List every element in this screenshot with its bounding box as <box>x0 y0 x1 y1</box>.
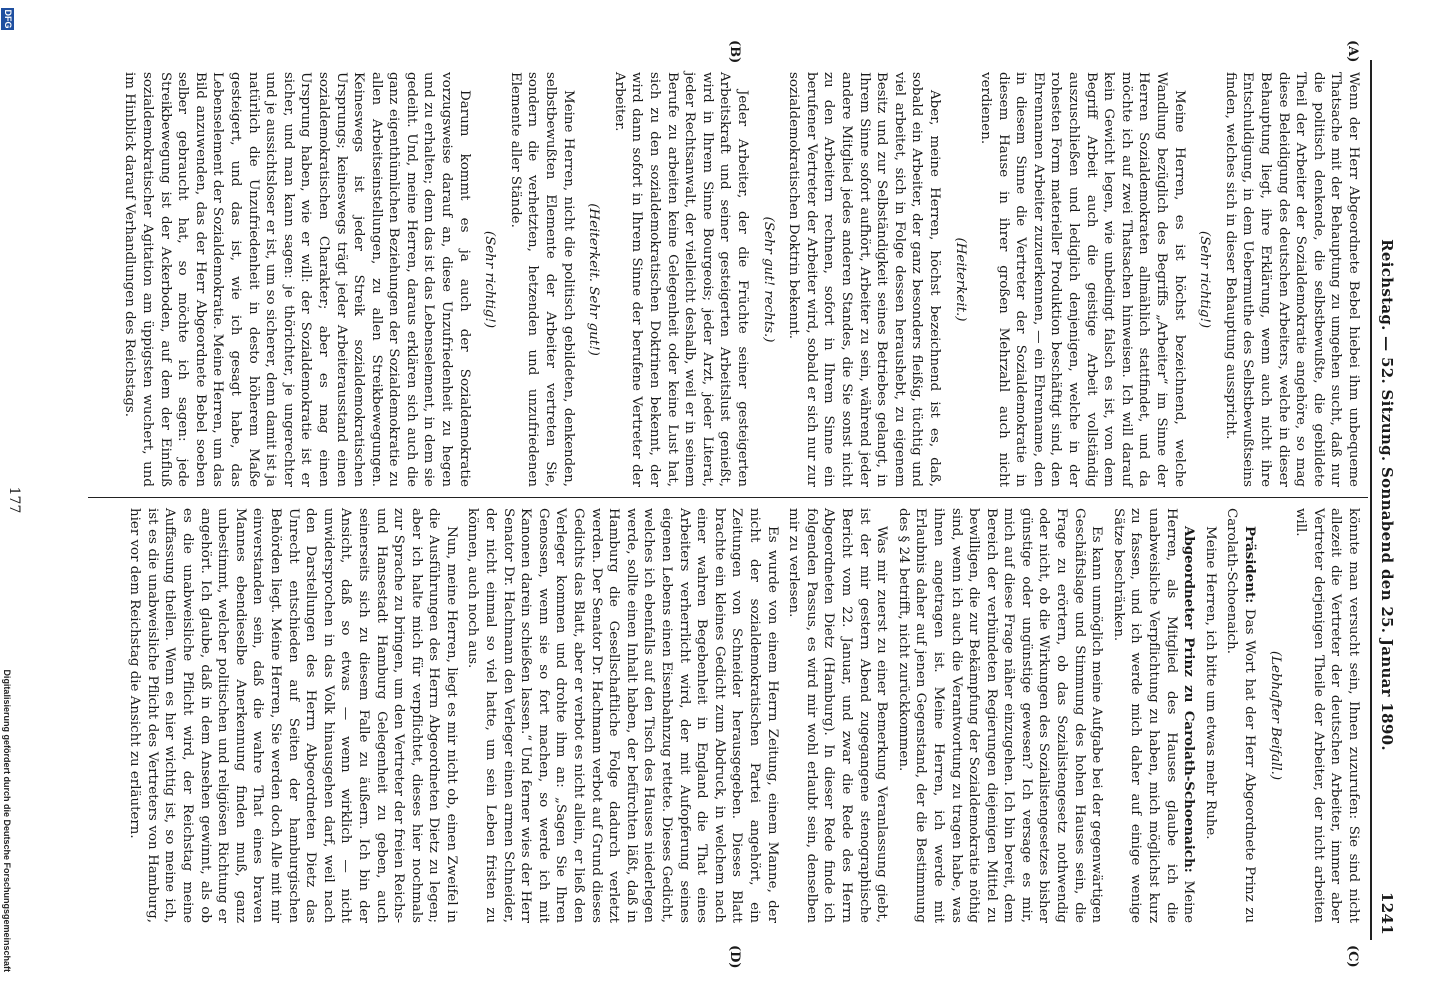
interjection: (Lebhafter Beifall.) <box>1267 650 1283 781</box>
margin-label-b: (B) <box>727 40 742 64</box>
interjection: (Sehr richtig!) <box>482 230 498 329</box>
paragraph: Es kann unmöglich meine Aufgabe bei der gegenwärtigen Geschäftslage und Stimmung des hohen Hauses sein, die Frage zu erörtern, ob das Sozialistengesetz nothwendig oder nicht, ob die Wirkungen des Sozialistengesetzes bisher günstige oder ungünstige gewesen? Ich versage es mir, mich auf diese Frage näher einzugehen. Ich bin bereit, dem Bereich der verbündeten Regierungen diejenigen Mittel zu bewilligen, die zur Bekämpfung der Sozialdemokratie nöthig sind, wenn ich auch die Verantwortung zu tragen habe, was ihnen angetragen ist. Meine Herren, ich werde mit Erlaubnis daher auf jenen Gegenstand, der die Bestimmung des § 24 betrifft, nicht zurückkommen. <box>895 508 1105 923</box>
interjection: (Heiterkeit.) <box>952 237 968 322</box>
paragraph: Meine Herren, ich bitte um etwas mehr Ruhe. <box>1202 526 1218 840</box>
paragraph: Aber, meine Herren, höchst bezeichnend ist es, daß, sobald ein Arbeiter, der ganz besonders fleißig, tüchtig und viel arbeitet, sich in Folge dessen heraushebt, zu eigenem Besitz und zur Selbständigkeit seines Betriebes gelangt, in Ihrem Sinne sofort aufhört, Arbeiter zu sein, während jeder andere Mitglied jedes anderen Standes, die Sie sonst nicht zu den Arbeitern rechnen, sofort in Ihrem Sinne ein berufener Vertreter der Arbeiter wird, sobald er sich nur zur sozialdemokratischen Doktrin bekennt. <box>786 72 942 487</box>
paragraph: Meine Herren, nicht die politisch gebildeten, denkenden, selbstbewußten Elemente der Arbeiter vertreten Sie, sondern die verhetzten, hetzenden und unzufriedenen Elemente aller Stände. <box>507 72 576 487</box>
interjection: (Sehr richtig!) <box>1197 230 1213 329</box>
speech-text: Das Wort hat der Herr Abgeordnete Prinz zu Carolath-Schoenaich. <box>1224 508 1258 923</box>
paragraph: Wenn der Herr Abgeordnete Bebel hiebei ihm unbequeme Thatsache mit der Behauptung zu umgehen sucht, daß nur die politisch denkende, die selbstbewußte, die gebildete Theil der Arbeiter der Sozialdemokratie angehöre, so mag diese Beleidigung des deutschen Arbeiters, welche in dieser Behauptung liegt, ihre Erklärung, wenn auch nicht ihre Entschuldigung, in dem Uebermuthe des Selbstbewußtseins finden, welches sich in dieser Behauptung ausspricht. <box>1222 72 1361 487</box>
digitization-footer <box>0 0 12 1000</box>
footer-text: Digitalisierung gefördert durch die Deutsche Forschungsgemeinschaft <box>2 669 12 972</box>
left-column <box>117 72 1362 487</box>
margin-label-c: (C) <box>1345 945 1360 968</box>
paragraph: Jeder Arbeiter, der die Früchte seiner gesteigerten Arbeitskraft und seiner gesteigerten Arbeitslust genießt, wird in Ihrem Sinne Bourgeois; jeder Arzt, jeder Literat, jeder Rechtsanwalt, der vielleicht deshalb, weil er in seinem Berufe zu arbeiten keine Gelegenheit oder keine Lust hat, sich zu den sozialdemokratischen Doktrinen bekennt, der wird dann sofort in Ihrem Sinne der berufene Vertreter der Arbeiter. <box>611 72 750 487</box>
margin-label-d: (D) <box>727 945 742 969</box>
dfg-logo-icon: DFG <box>3 9 13 29</box>
speaker-label: Präsident: <box>1242 526 1259 604</box>
paragraph: Meine Herren, es ist höchst bezeichnend, welche Wandlung bezüglich des Begriffs „Arbeiter“ im Sinne der Herren Sozialdemokraten allmählich stattfindet, und da möchte ich auf zwei Thatsachen hinweisen. Ich will darauf kein Gewicht legen, wie unbedingt falsch es ist, von dem Begriff Arbeit auch die geistige Arbeit vollständig auszuschließen und lediglich denjenigen, welche in der rohesten Form materieller Produktion beschäftigt sind, den Ehrennamen Arbeiter zuzuerkennen, — ein Ehrenname, den in diesem Sinne die Vertreter der Sozialdemokratie in diesem Hause in ihrer großen Mehrzahl auch nicht verdienen. <box>978 72 1187 487</box>
paragraph: Es wurde von einem Herrn Zeitung, einem Manne, der nicht der sozialdemokratischen Partei angehört, ein Zeitungen von Schneider herausgegeben. Dieses Blatt brachte ein kleines Gedicht zum Abdruck, in welchem nach einer wahren Begebenheit in England die That eines Arbeiters verherrlicht wird, der mit Aufopferung seines eigenen Lebens einen Eisenbahnzug rettete. Dieses Gedicht, welches ich ebenfalls auf den Tisch des Hauses niederlegen werde, sollte einen Inhalt haben, der befürchten läßt, daß in Hamburg die Gesellschaftliche Folge dadurch verletzt werden. Der Senator Dr. Hachmann verbot auf Grund dieses Gedichts das Blatt, aber er verbot es nicht allein, er ließ den Verleger kommen und drohte ihm an: „Sagen Sie Ihren Genossen, wenn sie so fort machen, so werde ich mit Kanonen darein schießen lassen.“ Und ferner wies der Herr Senator Dr. Hachmann den Verleger einen armen Schneider, der nicht einmal so viel hatte, um sein Leben fristen zu können, auch noch aus. <box>465 508 780 923</box>
speech-text: Meine Herren, als Mitglied des Hauses glaube ich die unabweisliche Verpflichtung zu haben, mich möglichst kurz zu fassen, und ich werde mich daher auf einige wenige Sätze beschränken. <box>1110 508 1197 924</box>
interjection: (Heiterkeit. Sehr gut!) <box>586 203 602 356</box>
header-page-number: 1241 <box>1378 892 1396 935</box>
paragraph: Was mir zuerst zu einer Bemerkung Veranlassung giebt, ist der mir gestern Abend zugegangene stenographische Bericht vom 22. Januar, und zwar die Rede des Herrn Abgeordneten Dietz (Hamburg). In dieser Rede finde ich folgenden Passus, es wird mir wohl erlaubt sein, denselben mir zu verlesen. <box>786 508 890 923</box>
header-rule <box>1370 60 1372 940</box>
header-title: Reichstag. — 52. Sitzung. Sonnabend den 25. Januar 1890. <box>1378 239 1396 751</box>
paragraph: Nun, meine Herren, liegt es mir nicht ob, einen Zweifel in die Ausführungen des Herrn Abgeordneten Dietz zu legen; aber ich halte mich für verpflichtet, dieses hier nochmals zur Sprache zu bringen, um den Vertreter der freien Reichs- und Hansestadt Hamburg Gelegenheit zu geben, auch seinerseits sich zu diesem Falle zu äußern. Ich bin der Ansicht, daß so etwas — wenn wirklich — nicht unwidersprochen in das Volk hinausgehen darf, weil nach den Darstellungen des Herrn Abgeordneten Dietz das Unrecht entschieden auf Seiten der hamburgischen Behörden liegt. Meine Herren, Sie werden doch Alle mit mir einverstanden sein, daß die wahre That eines braven Mannes ebendieselbe Anerkennung finden muß, ganz unbestimmt, welcher politischen und religiösen Richtung er angehört. Ich glaube, daß in dem Ansehen gewinnt, als ob es die unabweisliche Pflicht wird, der Reichstag meine Auffassung theilen. Wenn es hier wichtig ist, so meine ich, ist es die unabweisliche Pflicht des Vertreters von Hamburg, hier vor dem Reichstag die Ansicht zu erläutern. <box>127 508 459 923</box>
paragraph: könnte man versucht sein, Ihnen zuzurufen: Sie sind nicht allezeit die Vertreter der deutschen Arbeiter, immer aber Vertreter derjenigen Theile der Arbeiter, der nicht arbeiten will. <box>1293 508 1361 923</box>
interjection: (Sehr gut! rechts.) <box>760 216 776 343</box>
paragraph <box>1109 508 1197 923</box>
speaker-label: Abgeordneter Prinz zu Carolath-Schoenaich: <box>1181 526 1198 873</box>
running-header <box>1374 55 1396 935</box>
right-column <box>122 508 1362 923</box>
margin-label-a: (A) <box>1345 40 1360 63</box>
column-divider <box>88 497 1368 498</box>
paragraph: Darum kommt es ja auch der Sozialdemokratie vorzugsweise darauf an, diese Unzufriedenheit zu hegen und zu erhalten; denn das ist das Lebenselement, in dem sie gedeiht. Und, meine Herren, daraus erklären sich auch die ganz eigenthümlichen Beziehungen der Sozialdemokratie zu allen Arbeitseinstellungen, zu allen Streikbewegungen. Keineswegs ist jeder Streik sozialdemokratischen Ursprungs; keineswegs trägt jeder Arbeiterausstand einen sozialdemokratischen Charakter; aber es mag einen Ursprung haben, wie er will: der Sozialdemokratie ist er sicher, und man kann sagen: je thörichter, je ungerechter und je aussichtsloser er ist, um so sicherer, denn damit ist ja natürlich die Unzufriedenheit in desto höherem Maße gesteigert, und das ist, wie ich gesagt habe, das Lebenselement der Sozialdemokratie. Meine Herren, um das Bild anzuwenden, das der Herr Abgeordnete Bebel soeben selber gebraucht hat, so möchte ich sagen: jede Streikbewegung ist der Ackerboden, auf dem der Einfluß sozialdemokratischer Agitation am üppigsten wuchert, und im Hinblick darauf Verhandlungen des Reichstags. <box>122 72 472 487</box>
paragraph <box>1223 508 1258 923</box>
page-number: 177 <box>6 486 22 514</box>
